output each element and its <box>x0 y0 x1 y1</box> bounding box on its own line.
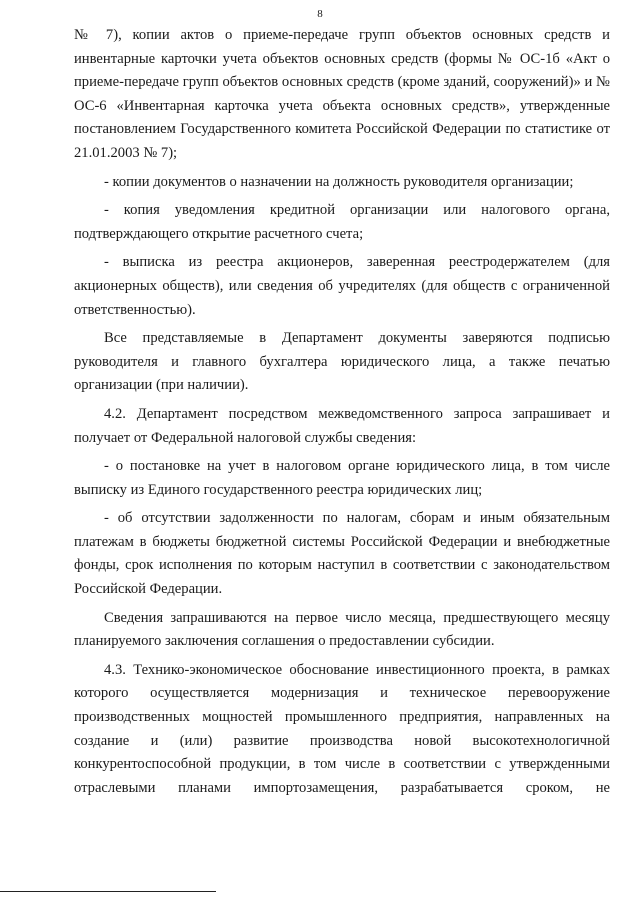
paragraph-section-4-2: 4.2. Департамент посредством межведомственного запроса запрашивает и получает от Федеральной налоговой службы сведения: <box>74 405 610 446</box>
paragraph-bank-notice: - копия уведомления кредитной организации или налогового органа, подтверждающего открытие расчетного счета; <box>74 202 610 242</box>
paragraph-shareholder-register: - выписка из реестра акционеров, заверенная реестродержателем (для акционерных обществ), или сведения об учредителях (для обществ с ограниченной ответственностью). <box>74 254 610 318</box>
paragraph-request-date: Сведения запрашиваются на первое число месяца, предшествующего месяцу планируемого заключения соглашения о предоставлении субсидии. <box>74 609 610 650</box>
paragraph-certification: Все представляемые в Департамент документы заверяются подписью руководителя и главного бухгалтера юридического лица, а также печатью организации (при наличии). <box>74 330 610 394</box>
paragraph-forms-list: № 7), копии актов о приеме-передаче групп объектов основных средств и инвентарные карточки учета объектов основных средств (формы № ОС-1б «Акт о приеме-передаче групп объектов основных средств (кроме зданий, сооружений)» и № ОС-6 «Инвентарная карточка учета объекта основных средств», утвержденные постановлением Государственного комитета Российской Федерации по статистике от 21.01.2003 № 7); <box>74 27 610 161</box>
footnote-divider <box>0 891 216 892</box>
document-body <box>74 24 610 805</box>
page-number: 8 <box>317 8 323 20</box>
paragraph-tax-registration: - о постановке на учет в налоговом органе юридического лица, в том числе выписку из Единого государственного реестра юридических лиц; <box>74 458 610 498</box>
paragraph-appointment-docs: - копии документов о назначении на должность руководителя организации; <box>104 173 574 190</box>
paragraph-section-4-3: 4.3. Технико-экономическое обоснование инвестиционного проекта, в рамках которого осуществляется модернизация и техническое перевооружение производственных мощностей промышленного предприятия, направленных на создание и (или) развитие производства новой высокотехнологичной конкурентоспособной продукции, в том числе в соответствии с утвержденными отраслевыми планами импортозамещения, разрабатывается сроком, не <box>74 661 610 796</box>
paragraph-no-debt: - об отсутствии задолженности по налогам, сборам и иным обязательным платежам в бюджеты бюджетной системы Российской Федерации и внебюджетные фонды, срок исполнения по которым наступил в соответствии с законодательством Российской Федерации. <box>74 510 610 598</box>
